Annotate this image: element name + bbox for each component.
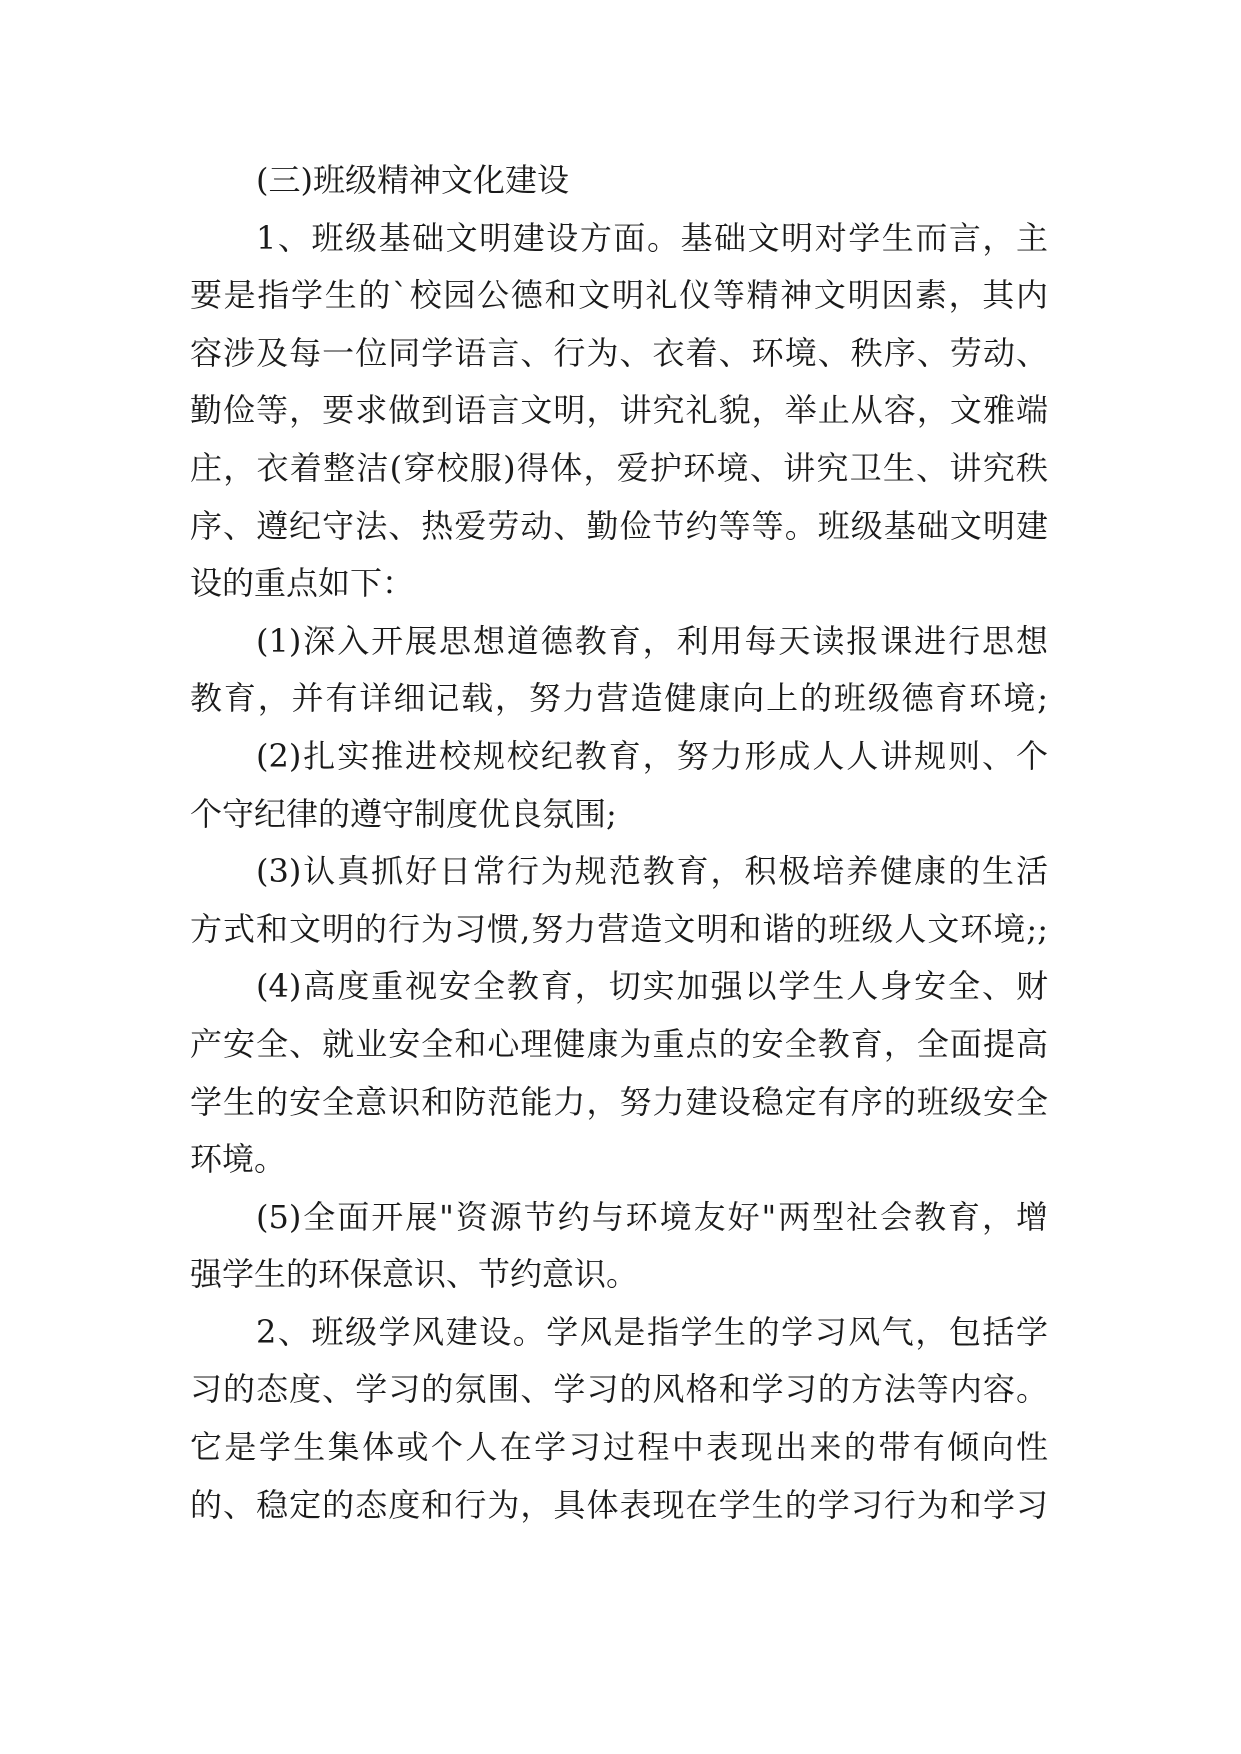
text-line: 设的重点如下：: [190, 564, 415, 603]
text-line: 它是学生集体或个人在学习过程中表现出来的带有倾向性: [190, 1428, 1048, 1467]
text-line: 个守纪律的遵守制度优良氛围;: [190, 794, 617, 833]
text-line: 学生的安全意识和防范能力，努力建设稳定有序的班级安全: [190, 1082, 1048, 1121]
text-line: 庄，衣着整洁(穿校服)得体，爱护环境、讲究卫生、讲究秩: [190, 448, 1048, 487]
text-line: 方式和文明的行为习惯,努力营造文明和谐的班级人文环境;;: [190, 909, 1048, 948]
text-line: (5)全面开展"资源节约与环境友好"两型社会教育，增: [256, 1197, 1048, 1236]
text-line: 产安全、就业安全和心理健康为重点的安全教育，全面提高: [190, 1024, 1048, 1063]
text-line: 习的态度、学习的氛围、学习的风格和学习的方法等内容。: [190, 1370, 1048, 1409]
text-line: (2)扎实推进校规校纪教育，努力形成人人讲规则、个: [256, 736, 1048, 775]
text-line: 2、班级学风建设。学风是指学生的学习风气，包括学: [256, 1312, 1048, 1351]
text-line: 强学生的环保意识、节约意识。: [190, 1255, 639, 1294]
text-line: (三)班级精神文化建设: [256, 161, 569, 199]
text-line: 勤俭等，要求做到语言文明，讲究礼貌，举止从容，文雅端: [190, 391, 1048, 430]
text-line: 序、遵纪守法、热爱劳动、勤俭节约等等。班级基础文明建: [190, 506, 1048, 545]
text-line: (4)高度重视安全教育，切实加强以学生人身安全、财: [256, 967, 1048, 1006]
text-line: 1、班级基础文明建设方面。基础文明对学生而言，主: [256, 218, 1048, 257]
text-line: (3)认真抓好日常行为规范教育，积极培养健康的生活: [256, 852, 1048, 891]
text-line: (1)深入开展思想道德教育，利用每天读报课进行思想: [256, 621, 1048, 660]
text-line: 要是指学生的`校园公德和文明礼仪等精神文明因素，其内: [190, 276, 1048, 315]
text-line: 教育，并有详细记载，努力营造健康向上的班级德育环境;: [190, 679, 1048, 718]
text-line: 的、稳定的态度和行为，具体表现在学生的学习行为和学习: [190, 1485, 1048, 1524]
text-line: 环境。: [190, 1140, 287, 1179]
document-body: [190, 152, 1048, 1534]
text-line: 容涉及每一位同学语言、行为、衣着、环境、秩序、劳动、: [190, 333, 1048, 372]
